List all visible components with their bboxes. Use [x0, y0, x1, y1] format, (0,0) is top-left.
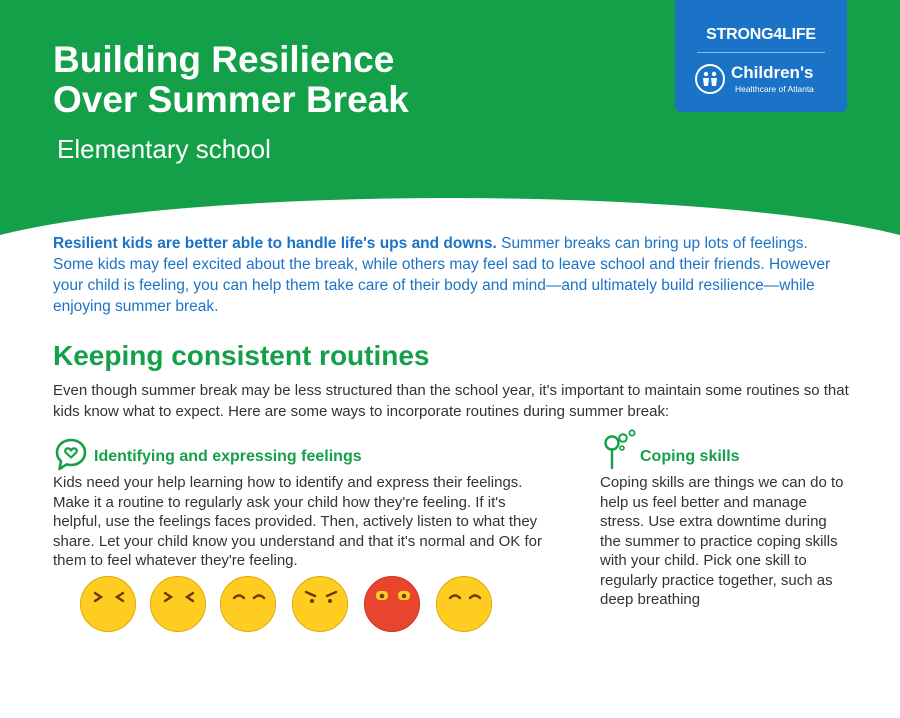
coping-heading: Coping skills	[640, 448, 740, 465]
page-title	[53, 40, 409, 120]
section-heading: Keeping consistent routines	[53, 340, 430, 371]
feelings-body: Kids need your help learning how to identify and express their feelings. Make it a routine to regularly ask your child how they're feeling. If it's helpful, use the feelings faces provided. Then, actively listen to what they share. Let your child know you understand and that it's normal and OK for them to feel whatever they're feeling.	[53, 474, 542, 569]
childrens-brand-sub: Healthcare of Atlanta	[735, 84, 814, 94]
page-subtitle: Elementary school	[57, 134, 271, 164]
strong4life-logo: STRONG4LIFE	[706, 26, 816, 43]
logo-block	[675, 0, 847, 112]
logo-divider	[697, 52, 825, 53]
coping-body: Coping skills are things we can do to help us feel better and manage stress. Use extra downtime during the summer to practice coping skills with your child. Pick one skill to regularly practice together, such as deep breathing	[600, 474, 844, 608]
intro-paragraph	[53, 233, 833, 317]
feelings-face-icon	[292, 576, 348, 632]
feelings-face-icon	[436, 576, 492, 632]
chat-heart-icon	[55, 438, 87, 472]
childrens-brand-name: Children's	[731, 63, 814, 82]
intro-rest: Summer breaks can bring up lots of feelings. Some kids may feel excited about the break, while others may feel sad to leave school and their friends. However your child is feeling, you can help them take care of their body and mind—and ultimately build resilience—while enjoying summer break.	[53, 235, 831, 315]
feelings-face-icon	[220, 576, 276, 632]
bubble-wand-icon	[598, 428, 640, 476]
feelings-face-icon	[150, 576, 206, 632]
title-line-1: Building Resilience	[53, 39, 395, 80]
intro-bold: Resilient kids are better able to handle life's ups and downs.	[53, 235, 497, 252]
feelings-face-icon	[80, 576, 136, 632]
feelings-face-icon	[364, 576, 420, 632]
title-line-2: Over Summer Break	[53, 79, 409, 120]
section-lead: Even though summer break may be less structured than the school year, it's important to maintain some routines so that kids know what to expect. Here are some ways to incorporate routines during summer break:	[53, 382, 849, 420]
childrens-logo-icon	[695, 64, 725, 94]
feelings-heading: Identifying and expressing feelings	[94, 448, 362, 465]
